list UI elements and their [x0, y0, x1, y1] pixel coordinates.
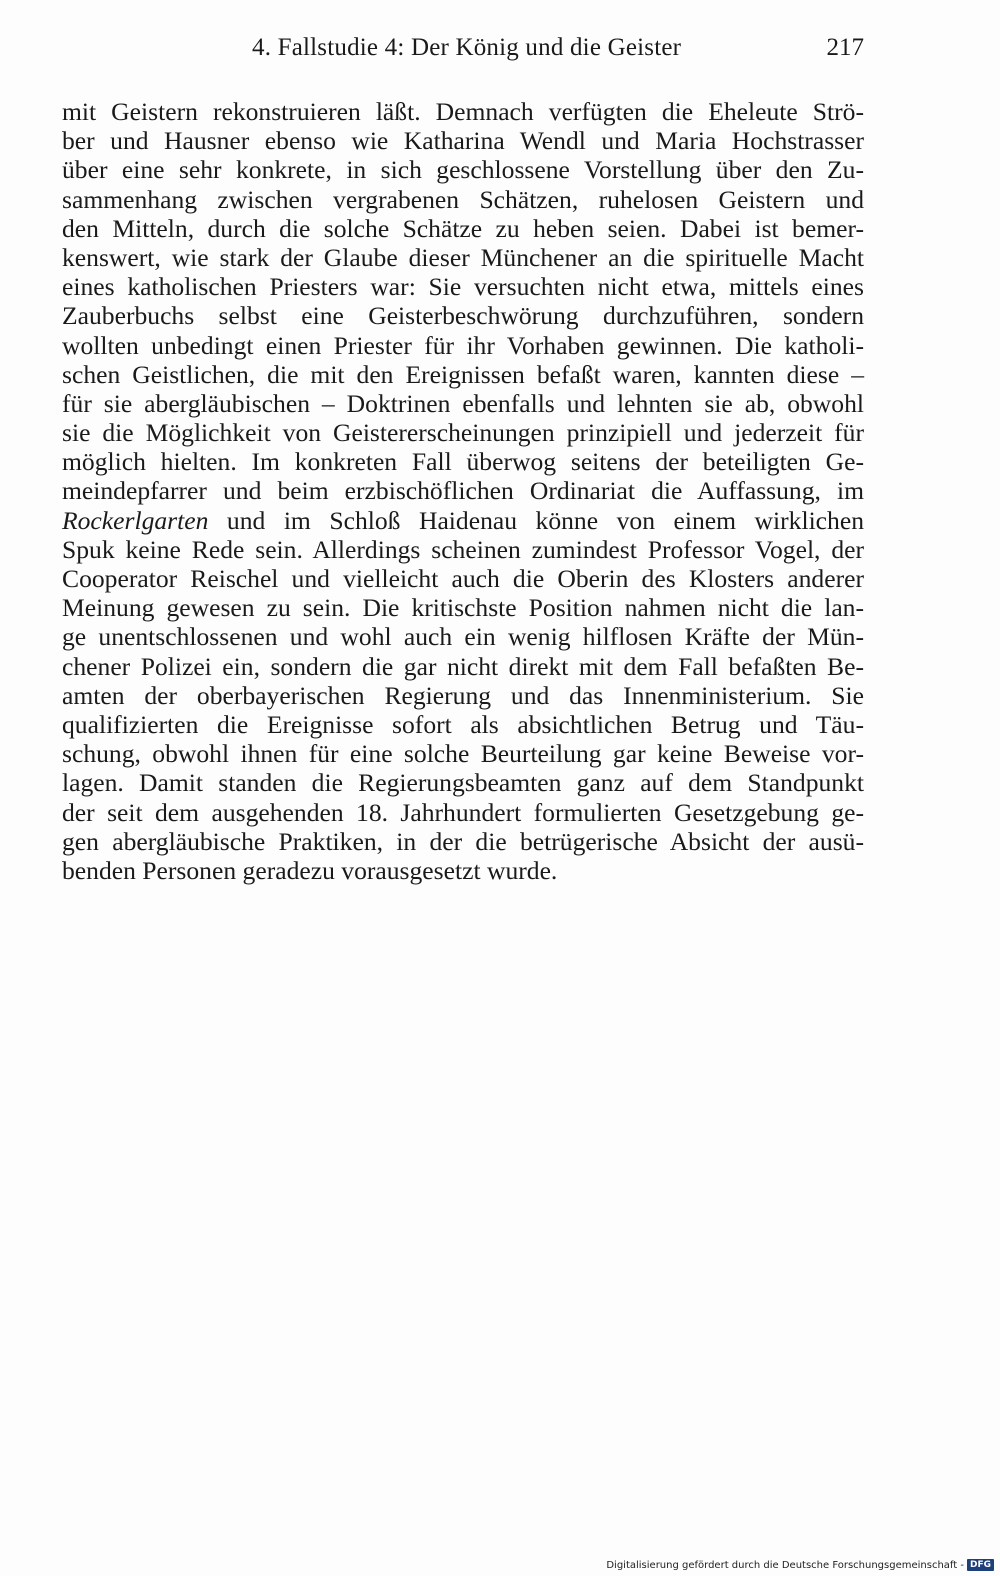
text-line: schung, obwohl ihnen für eine solche Beurteilung gar keine Beweise vor- — [62, 739, 864, 769]
text-line: für sie abergläubischen – Doktrinen ebenfalls und lehnten sie ab, obwohl — [62, 388, 864, 418]
text-line: mit Geistern rekonstruieren läßt. Demnach verfügten die Eheleute Strö- — [62, 97, 864, 126]
text-line-rest: und im Schloß Haidenau könne von einem wirklichen — [226, 505, 864, 535]
text-line-last: benden Personen geradezu vorausgesetzt wurde. — [62, 855, 558, 885]
digitization-note: Digitalisierung gefördert durch die Deutsche Forschungsgemeinschaft - — [606, 1559, 964, 1571]
running-title: 4. Fallstudie 4: Der König und die Geister — [252, 34, 682, 61]
text-line-with-italic — [62, 506, 864, 535]
text-line: qualifizierten die Ereignisse sofort als absichtlichen Betrug und Täu- — [62, 709, 864, 739]
text-line: Cooperator Reischel und vielleicht auch die Oberin des Klosters anderer — [62, 564, 864, 593]
text-line: wollten unbedingt einen Priester für ihr Vorhaben gewinnen. Die katholi- — [62, 330, 864, 360]
page-number: 217 — [826, 34, 864, 61]
text-line: der seit dem ausgehenden 18. Jahrhundert formulierten Gesetzgebung ge- — [62, 797, 864, 827]
text-line: ge unentschlossenen und wohl auch ein wenig hilflosen Kräfte der Mün- — [62, 622, 864, 652]
text-line: Meinung gewesen zu sein. Die kritischste Position nahmen nicht die lan- — [62, 593, 864, 623]
text-line: amten der oberbayerischen Regierung und das Innenministerium. Sie — [62, 680, 864, 710]
text-line: sie die Möglichkeit von Geistererscheinungen prinzipiell und jederzeit für — [62, 418, 864, 448]
text-line: Spuk keine Rede sein. Allerdings scheinen zumindest Professor Vogel, der — [62, 534, 864, 564]
running-head — [62, 34, 864, 64]
digitization-footer — [606, 1558, 994, 1572]
text-line: Zauberbuchs selbst eine Geisterbeschwörung durchzuführen, sondern — [62, 301, 864, 331]
dfg-logo: DFG — [967, 1559, 994, 1571]
text-line: den Mitteln, durch die solche Schätze zu heben seien. Dabei ist bemer- — [62, 213, 864, 243]
text-line: meindepfarrer und beim erzbischöflichen Ordinariat die Auffassung, im — [62, 476, 864, 506]
italic-term: Rockerlgarten — [62, 505, 209, 535]
text-line: eines katholischen Priesters war: Sie versuchten nicht etwa, mittels eines — [62, 272, 864, 302]
text-line: kenswert, wie stark der Glaube dieser Münchener an die spirituelle Macht — [62, 242, 864, 272]
text-line: möglich hielten. Im konkreten Fall überwog seitens der beteiligten Ge- — [62, 447, 864, 477]
text-line: gen abergläubische Praktiken, in der die betrügerische Absicht der ausü- — [62, 826, 864, 856]
text-line: sammenhang zwischen vergrabenen Schätzen, ruhelosen Geistern und — [62, 184, 864, 214]
text-line: chener Polizei ein, sondern die gar nicht direkt mit dem Fall befaßten Be- — [62, 651, 864, 681]
body-paragraph — [62, 97, 864, 885]
text-line: ber und Hausner ebenso wie Katharina Wendl und Maria Hochstrasser — [62, 126, 864, 156]
text-line: schen Geistlichen, die mit den Ereignissen befaßt waren, kannten diese – — [62, 359, 864, 389]
text-line: lagen. Damit standen die Regierungsbeamten ganz auf dem Standpunkt — [62, 768, 864, 798]
text-line: über eine sehr konkrete, in sich geschlossene Vorstellung über den Zu- — [62, 155, 864, 185]
